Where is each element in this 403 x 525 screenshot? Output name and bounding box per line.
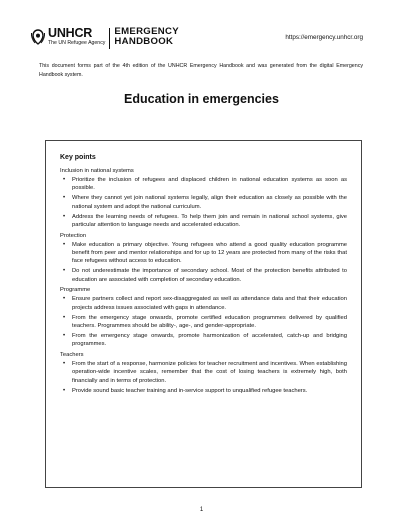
bullet-icon: • (63, 333, 66, 340)
bullet-icon: • (63, 241, 66, 248)
page-header (30, 27, 373, 55)
key-points-list (60, 176, 347, 230)
bullet-icon: • (63, 314, 66, 321)
key-point-text: Provide sound basic teacher training and in-service support to unqualified refugee teachers. (72, 387, 308, 394)
bullet-icon: • (63, 213, 66, 220)
bullet-icon: • (63, 268, 66, 275)
intro-note: This document forms part of the 4th edition of the UNHCR Emergency Handbook and was generated from the digital Emergency Handbook system. (39, 63, 363, 78)
bullet-icon: • (63, 177, 66, 183)
key-point-item (60, 332, 347, 349)
logo-line-handbook: HANDBOOK (114, 35, 174, 47)
bullet-icon: • (63, 387, 66, 394)
key-point-text: Where they cannot yet join national systems legally, align their education as closely as possible with the national system and adopt the national curriculum. (72, 195, 347, 210)
logo-line-emergency: EMERGENCY (114, 26, 179, 37)
site-url-link[interactable]: https://emergency.unhcr.org (285, 34, 363, 41)
key-points-box (45, 140, 362, 488)
unhcr-emergency-handbook-logo (30, 27, 179, 49)
key-point-text: From the emergency stage onwards, promote harmonization of accelerated, catch-up and bridging programmes. (72, 333, 347, 348)
unhcr-subtitle: The UN Refugee Agency (48, 40, 106, 46)
key-point-item (60, 213, 347, 230)
section-heading: Teachers (60, 351, 84, 358)
key-point-text: Ensure partners collect and report sex-disaggregated as well as attendance data and that their education projects address issues associated with gaps in attendance. (72, 296, 347, 311)
key-point-text: Address the learning needs of refugees. To help them join and remain in national school systems, give particular attention to language needs and accelerated education. (72, 213, 347, 229)
key-point-item (60, 360, 347, 385)
key-point-item (60, 267, 347, 284)
key-point-item (60, 314, 347, 331)
key-point-item (60, 176, 347, 193)
key-points-sections (60, 167, 347, 395)
key-point-item (60, 295, 347, 312)
unhcr-emblem-icon (30, 28, 46, 46)
bullet-icon: • (63, 195, 66, 202)
key-point-item (60, 194, 347, 211)
key-points-list (60, 241, 347, 285)
key-point-item (60, 241, 347, 266)
page-title: Education in emergencies (124, 92, 279, 106)
key-points-list (60, 295, 347, 349)
key-point-item (60, 387, 347, 395)
logo-divider (109, 28, 110, 49)
key-point-text: Make education a primary objective. Young refugees who attend a good quality education programme benefit from peer and mentor relationships and for up to 12 years are protected from many of the risks that face refugees without access to education. (72, 241, 347, 265)
key-point-text: From the emergency stage onwards, promote certified education programmes delivered by qualified teachers. Programmes should be ability-, age-, and gender-appropriate. (72, 314, 347, 330)
section-heading: Protection (60, 232, 87, 239)
key-point-text: From the start of a response, harmonize policies for teacher recruitment and incentives. When establishing operation-wide incentive scales, remember that the cost of losing teachers is extremely high, both financially and in terms of protection. (72, 360, 347, 384)
key-points-list (60, 360, 347, 395)
bullet-icon: • (63, 296, 66, 303)
section-heading: Inclusion in national systems (60, 168, 134, 174)
key-point-text: Prioritize the inclusion of refugees and displaced children in national education systems as soon as possible. (72, 177, 347, 192)
bullet-icon: • (63, 360, 66, 367)
key-point-text: Do not underestimate the importance of secondary school. Most of the protection benefits attributed to education are associated with completion of secondary education. (72, 268, 347, 283)
key-points-title: Key points (60, 154, 96, 161)
unhcr-wordmark: UNHCR (48, 26, 93, 40)
page-number: 1 (199, 507, 204, 513)
section-heading: Programme (60, 287, 91, 294)
